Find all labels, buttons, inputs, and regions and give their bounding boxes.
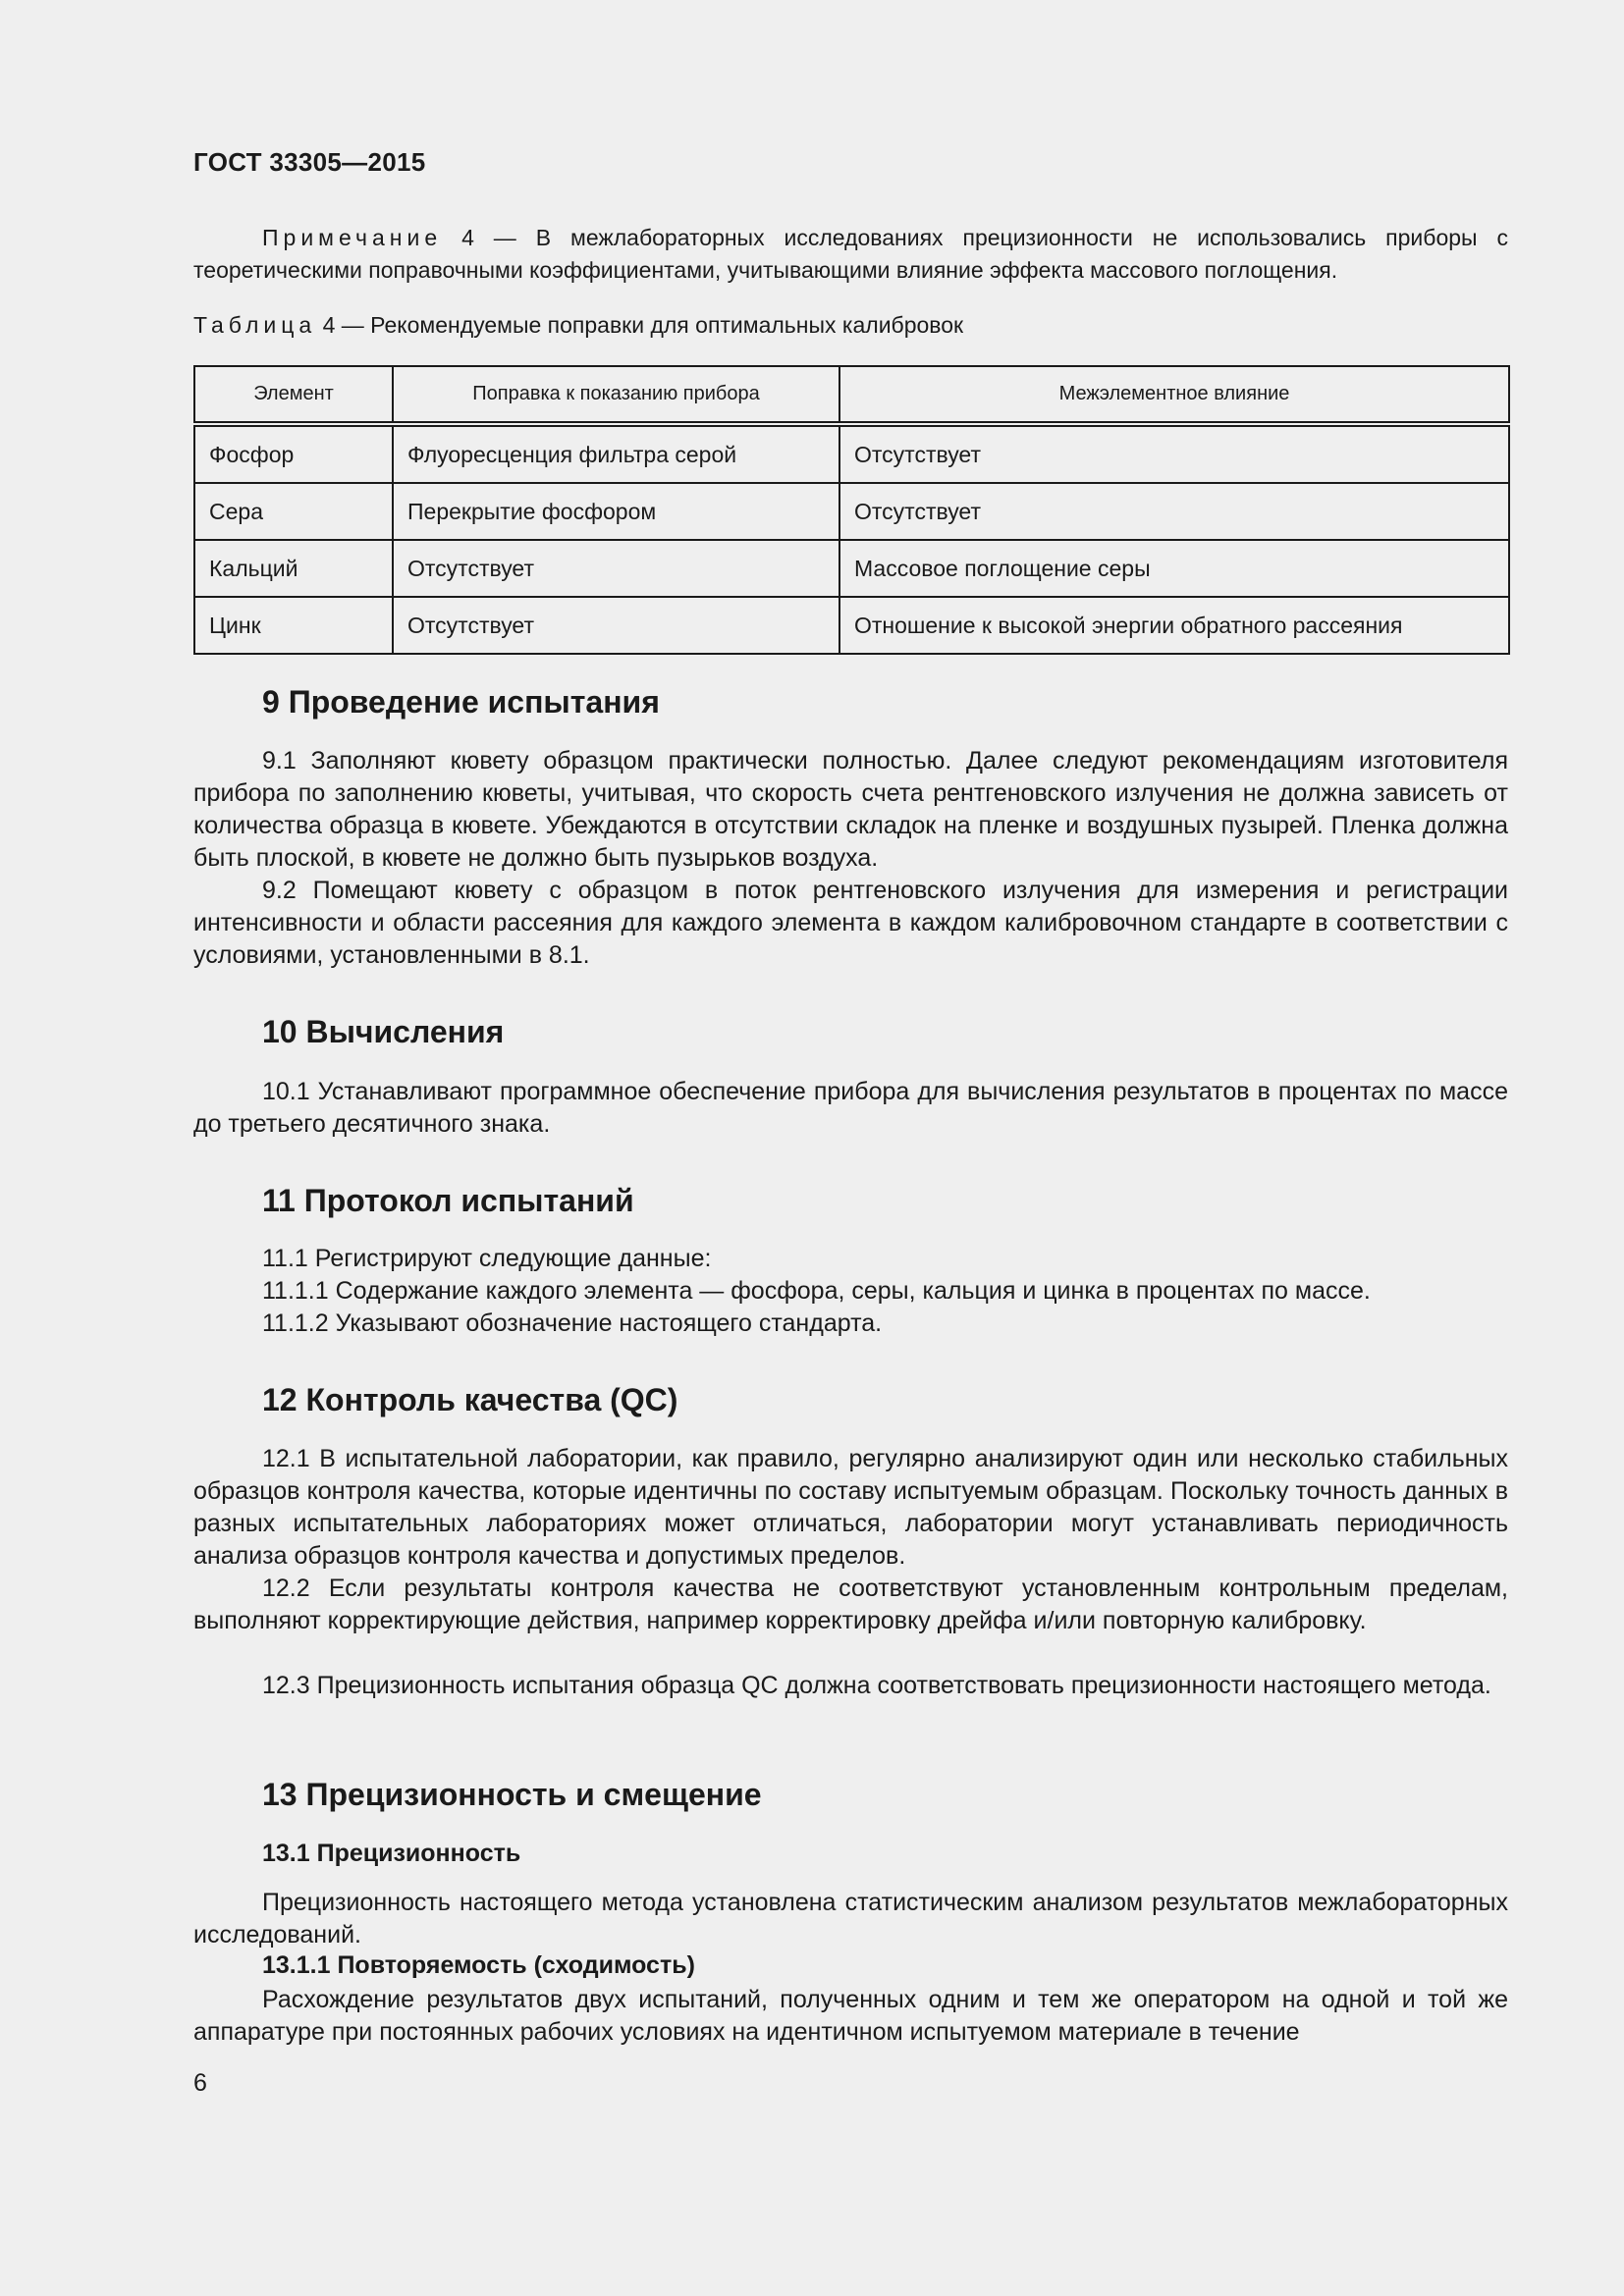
- paragraph-12-1: 12.1 В испытательной лаборатории, как правило, регулярно анализируют один или несколько стабильных образцов контроля качества, которые идентичны по составу испытуемым образцам. Поскольку точность данных в разных испытательных лабораториях может отличаться, лаборатории могут устанавливать периодичность анализа образцов контроля качества и допустимых пределов.: [193, 1445, 1508, 1570]
- section-13-heading: 13 Прецизионность и смещение: [262, 1777, 762, 1812]
- table-cell: Отсутствует: [839, 483, 1509, 540]
- note-4: [193, 222, 1508, 287]
- paragraph-11-1-2: 11.1.2 Указывают обозначение настоящего стандарта.: [262, 1309, 883, 1337]
- paragraph-9-1: 9.1 Заполняют кювету образцом практически полностью. Далее следуют рекомендациям изготовителя прибора по заполнению кюветы, учитывая, что скорость счета рентгеновского излучения не должна зависеть от количества образца в кювете. Убеждаются в отсутствии складок на пленке и воздушных пузырей. Пленка должна быть плоской, в кювете не должно быть пузырьков воздуха.: [193, 747, 1508, 872]
- paragraph-12-3: 12.3 Прецизионность испытания образца QC должна соответствовать прецизионности настоящего метода.: [262, 1672, 1491, 1699]
- table-row: [194, 597, 1509, 654]
- table-cell: Отношение к высокой энергии обратного рассеяния: [839, 597, 1509, 654]
- column-header: Поправка к показанию прибора: [393, 366, 839, 424]
- subsection-13-1-1-heading: 13.1.1 Повторяемость (сходимость): [262, 1951, 695, 1979]
- table-caption-text: 4 — Рекомендуемые поправки для оптимальных калибровок: [316, 312, 964, 338]
- paragraph-12-2: 12.2 Если результаты контроля качества не соответствуют установленным контрольным пределам, выполняют корректирующие действия, например корректировку дрейфа и/или повторную калибровку.: [193, 1575, 1508, 1634]
- table-cell: Кальций: [194, 540, 393, 597]
- corrections-table: [193, 365, 1510, 655]
- standard-code: ГОСТ 33305—2015: [193, 147, 426, 177]
- table-cell: Отсутствует: [839, 424, 1509, 483]
- paragraph-10-1: 10.1 Устанавливают программное обеспечение прибора для вычисления результатов в процентах по массе до третьего десятичного знака.: [193, 1078, 1508, 1138]
- paragraph-13-1-1: Расхождение результатов двух испытаний, полученных одним и тем же оператором на одной и той же аппаратуре при постоянных рабочих условиях на идентичном испытуемом материале в течение: [193, 1986, 1508, 2046]
- subsection-13-1-heading: 13.1 Прецизионность: [262, 1840, 521, 1867]
- table-row: [194, 540, 1509, 597]
- column-header: Межэлементное влияние: [839, 366, 1509, 424]
- table-row: [194, 424, 1509, 483]
- table-cell: Цинк: [194, 597, 393, 654]
- table-row: [194, 483, 1509, 540]
- paragraph-11-1-1: 11.1.1 Содержание каждого элемента — фосфора, серы, кальция и цинка в процентах по массе.: [262, 1277, 1371, 1305]
- table-cell: Фосфор: [194, 424, 393, 483]
- section-12-heading: 12 Контроль качества (QC): [262, 1382, 678, 1417]
- column-header: Элемент: [194, 366, 393, 424]
- table-cell: Массовое поглощение серы: [839, 540, 1509, 597]
- section-9-heading: 9 Проведение испытания: [262, 684, 660, 720]
- section-10-heading: 10 Вычисления: [262, 1014, 505, 1049]
- table-cell: Отсутствует: [393, 540, 839, 597]
- table-cell: Отсутствует: [393, 597, 839, 654]
- note-text: 4 — В межлабораторных исследованиях прецизионности не использовались приборы с теоретическими поправочными коэффициентами, учитывающими влияние эффекта массового поглощения.: [193, 225, 1508, 283]
- table-cell: Сера: [194, 483, 393, 540]
- section-11-heading: 11 Протокол испытаний: [262, 1183, 634, 1218]
- page-number: 6: [193, 2069, 207, 2097]
- table-caption: [193, 312, 963, 339]
- table-cell: Флуоресценция фильтра серой: [393, 424, 839, 483]
- table-header-row: [194, 366, 1509, 424]
- paragraph-11-1: 11.1 Регистрируют следующие данные:: [262, 1245, 712, 1272]
- table-cell: Перекрытие фосфором: [393, 483, 839, 540]
- note-label: Примечание: [262, 225, 443, 250]
- paragraph-13-1: Прецизионность настоящего метода установлена статистическим анализом результатов межлабораторных исследований.: [193, 1889, 1508, 1949]
- table-caption-label: Таблица: [193, 312, 317, 338]
- paragraph-9-2: 9.2 Помещают кювету с образцом в поток рентгеновского излучения для измерения и регистрации интенсивности и области рассеяния для каждого элемента в каждом калибровочном стандарте в соответствии с условиями, установленными в 8.1.: [193, 877, 1508, 969]
